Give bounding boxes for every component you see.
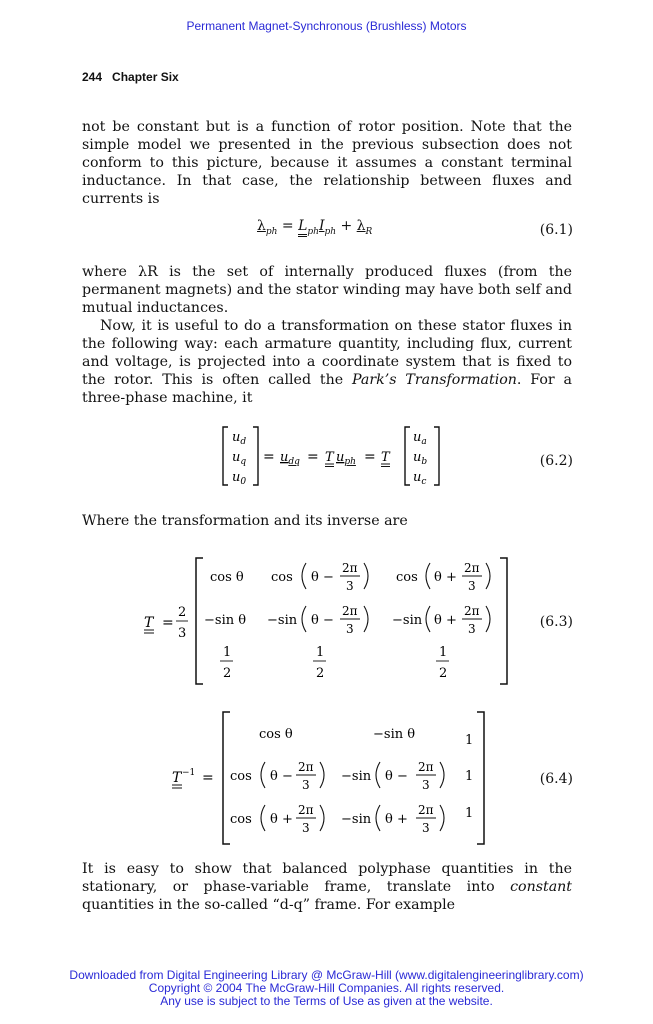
svg-text:1: 1 [465,806,474,821]
svg-text:3: 3 [422,778,430,792]
svg-text:2π: 2π [342,604,358,618]
svg-text:=: = [162,615,174,631]
constant-term: constant [510,879,572,895]
svg-text:2: 2 [223,666,232,681]
footer-copyright: Copyright © 2004 The McGraw-Hill Companies. All rights reserved. [148,981,505,995]
svg-text:ua: $u_a$ [413,430,427,447]
svg-text:2π: 2π [298,803,314,817]
svg-text:−sin: −sin [341,812,372,827]
footer [0,969,653,1008]
svg-text:3: 3 [178,626,187,641]
svg-text:2π: 2π [418,760,434,774]
svg-text:2π: 2π [464,604,480,618]
svg-text:cos: cos [271,570,293,585]
svg-text:ub: $u_b$ [413,450,428,467]
svg-text:2π: 2π [418,803,434,817]
svg-text:ud: $u_d$ [232,430,247,447]
footer-terms[interactable]: Any use is subject to the Terms of Use as given at the website. [160,994,493,1008]
svg-text:θ +: θ + [434,613,457,628]
svg-text:uph: $u_{ph}$ [336,450,356,467]
svg-text:udq: $u_{dq}$ [280,450,300,467]
paragraph-1: not be constant but is a function of rotor position. Note that the simple model we presented in the previous subsection does not conform to this picture, because it assumes a constant terminal inductance. In that case, the relationship between fluxes and currents is [82,119,572,207]
svg-text:−sin θ: −sin θ [204,613,247,628]
svg-text:θ −: θ − [270,769,293,784]
svg-text:=: = [202,770,214,786]
svg-text:T: T [381,450,390,465]
svg-text:θ +: θ + [434,570,457,585]
svg-text:1: 1 [465,733,474,748]
svg-text:u0: $u_0$ [232,470,247,487]
svg-text:−sin θ: −sin θ [373,727,416,742]
svg-text:1: 1 [465,769,474,784]
svg-text:3: 3 [422,821,430,835]
svg-text:T: T [172,770,182,786]
svg-text:2π: 2π [298,760,314,774]
svg-text:cos θ: cos θ [210,570,244,585]
svg-text:1: 1 [316,645,325,660]
svg-text:=: = [364,449,376,465]
svg-text:cos: cos [230,769,252,784]
svg-text:−sin: −sin [341,769,372,784]
svg-text:cos: cos [396,570,418,585]
running-header: Permanent Magnet-Synchronous (Brushless) Motors [186,19,467,33]
svg-text:2π: 2π [342,561,358,575]
equation-number: (6.1) [539,222,573,238]
parks-transformation-term: Park’s Transformation [352,372,517,388]
paragraph-2: where λR is the set of internally produced fluxes (from the permanent magnets) and the stator winding may have both self and mutual inductances. [82,264,572,316]
equation-number: (6.4) [539,771,573,787]
svg-text:3: 3 [346,579,354,593]
svg-text:−1: −1 [182,768,196,778]
equation-number: (6.2) [539,453,573,469]
svg-text:θ +: θ + [270,812,293,827]
svg-text:=: = [307,449,319,465]
svg-text:1: 1 [223,645,232,660]
svg-text:1: 1 [439,645,448,660]
svg-text:2: 2 [316,666,325,681]
svg-text:−sin: −sin [267,613,298,628]
svg-text:θ −: θ − [311,570,334,585]
equation-6-1-body: $\lambda_{ph} = L_{ph}I_{ph} + \lambda_R$ [257,218,373,237]
svg-text:θ −: θ − [385,769,408,784]
equation-6-4 [0,708,653,850]
svg-text:cos: cos [230,812,252,827]
svg-text:T: T [144,615,154,631]
svg-text:θ −: θ − [311,613,334,628]
paragraph-4: Where the transformation and its inverse are [82,513,408,529]
chapter-label [82,70,189,84]
chapter-title: Chapter Six [112,70,179,84]
paragraph-5: It is easy to show that balanced polyphase quantities in the stationary, or phase-variable frame, translate into constant quantities in the so-called “d-q” frame. For example [82,861,572,913]
page-number: 244 [82,70,103,84]
svg-text:3: 3 [302,821,310,835]
paragraph-3: Now, it is useful to do a transformation on these stator fluxes in the following way: each armature quantity, including flux, current and voltage, is projected into a coordinate system that is fixed to the rotor. This is often called the Park’s Transformation. For a three-phase machine, it [82,318,572,406]
svg-text:3: 3 [468,579,476,593]
equation-6-3 [0,550,653,690]
svg-text:=: = [263,449,275,465]
svg-text:2: 2 [178,605,187,620]
equation-6-2 [0,424,653,490]
svg-text:uc: $u_c$ [413,470,427,487]
svg-text:3: 3 [346,622,354,636]
svg-text:3: 3 [468,622,476,636]
svg-text:T: T [325,450,334,465]
svg-text:2: 2 [439,666,448,681]
svg-text:−sin: −sin [392,613,423,628]
svg-text:3: 3 [302,778,310,792]
svg-text:θ +: θ + [385,812,408,827]
svg-text:2π: 2π [464,561,480,575]
equation-number: (6.3) [539,614,573,630]
svg-text:uq: $u_q$ [232,450,247,467]
footer-download-link[interactable]: Downloaded from Digital Engineering Library @ McGraw-Hill (www.digitalengineeringlibrary.com) [69,968,584,982]
svg-text:cos θ: cos θ [259,727,293,742]
